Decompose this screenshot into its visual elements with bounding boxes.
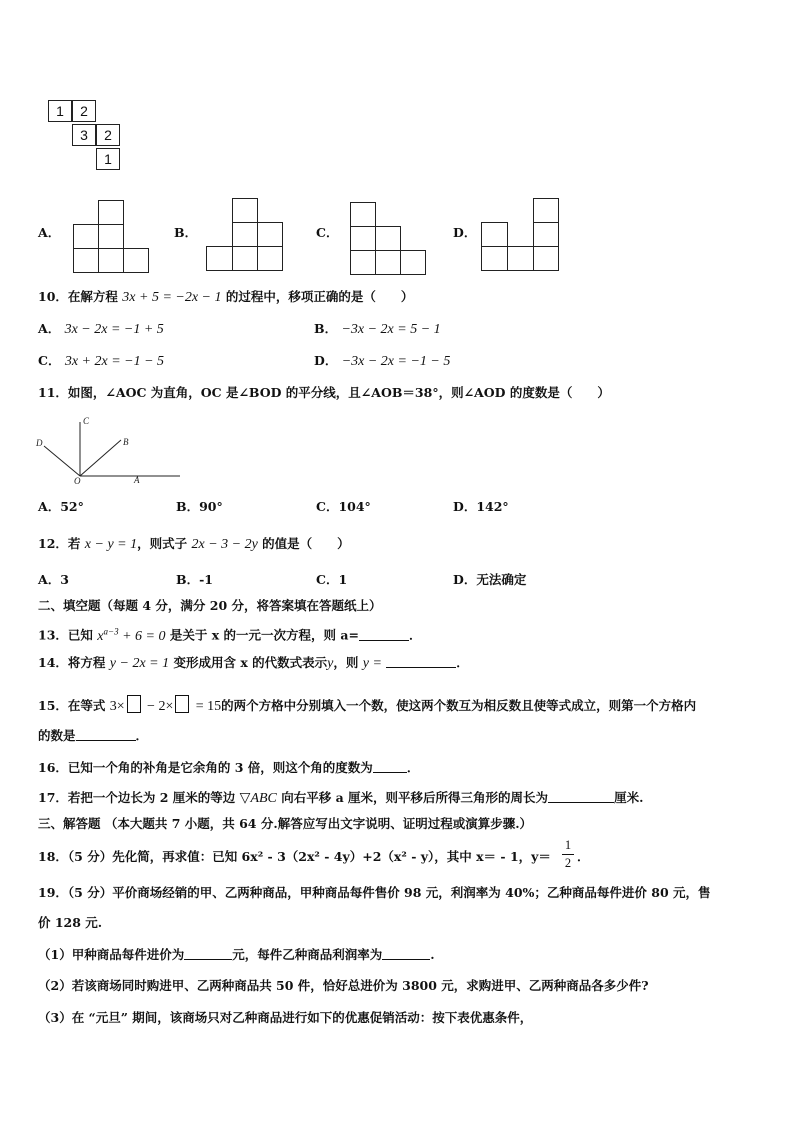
option-b-figure — [206, 198, 286, 274]
q10-option-b: B． −3x − 2x = 5 − 1 — [314, 321, 441, 337]
answer-blank[interactable] — [359, 630, 409, 641]
answer-blank[interactable] — [373, 762, 407, 773]
option-label: B． — [174, 225, 198, 240]
q19-part-1: （1）甲种商品每件进价为 元，每件乙种商品利润率为 . — [38, 947, 435, 962]
answer-blank[interactable] — [184, 949, 232, 960]
q12-option-b: B．-1 — [176, 572, 213, 587]
angle-figure — [36, 416, 156, 486]
q12-option-d: D．无法确定 — [453, 572, 527, 587]
question-14: 14．将方程 y − 2x = 1 变形成用含 x 的代数式表示y，则 y = ． — [38, 655, 469, 671]
option-d-figure — [481, 198, 561, 274]
q11-option-a: A．52° — [38, 499, 84, 514]
q19-part-2: （2）若该商场同时购进甲、乙两种商品共 50 件，恰好总进价为 3800 元，求购进甲、乙两种商品各多少件? — [38, 978, 649, 993]
option-label: A． — [38, 225, 61, 240]
label-b: B — [123, 437, 129, 447]
net-cell: 2 — [72, 100, 96, 122]
option-label: D． — [453, 225, 477, 240]
answer-blank[interactable] — [382, 949, 430, 960]
net-cell: 1 — [48, 100, 72, 122]
label-o: O — [74, 476, 81, 486]
question-10: 10．在解方程 3x + 5 = −2x − 1 的过程中，移项正确的是（ ） — [38, 289, 414, 305]
net-cell: 1 — [96, 148, 120, 170]
q18-end: ． — [577, 849, 590, 864]
question-13: 13．已知 $x^{a-3} + 6 = 0$ 是关于 x 的一元一次方程，则 a= ． — [38, 626, 422, 644]
option-c-figure — [350, 202, 430, 278]
question-11: 11．如图，∠AOC 为直角，OC 是∠BOD 的平分线，且∠AOB＝38°，则∠AOD 的度数是（ ） — [38, 385, 610, 400]
q10-option-d: D． −3x − 2x = −1 − 5 — [314, 353, 451, 369]
section-2-title: 二、填空题（每题 4 分，满分 20 分，将答案填在答题纸上） — [38, 598, 382, 613]
q10-option-c: C． 3x + 2x = −1 − 5 — [38, 353, 165, 369]
q11-option-b: B．90° — [176, 499, 223, 514]
option-label: C． — [316, 225, 339, 240]
q12-option-c: C．1 — [316, 572, 348, 587]
question-18: 18．（5 分）先化简，再求值：已知 6x² - 3（2x² - 4y）+2（x² - y），其中 x＝ - 1，y＝ — [38, 849, 551, 864]
answer-blank[interactable] — [386, 657, 456, 668]
section-3-title: 三、解答题 （本大题共 7 小题，共 64 分.解答应写出文字说明、证明过程或演算步骤.） — [38, 816, 533, 831]
label-d: D — [36, 438, 43, 448]
square-box — [175, 695, 189, 713]
option-a-figure — [73, 200, 153, 274]
fraction-one-half: 1 2 — [562, 839, 574, 869]
question-19: 19．（5 分）平价商场经销的甲、乙两种商品，甲种商品每件售价 98 元，利润率为 40%；乙种商品每件进价 80 元，售 — [38, 885, 711, 900]
question-15: 15．在等式 3× − 2× = 15的两个方格中分别填入一个数，使这两个数互为相反数且使等式成立，则第一个方格内 — [38, 695, 696, 714]
q11-option-d: D．142° — [453, 499, 509, 514]
net-cell: 3 — [72, 124, 96, 146]
answer-blank[interactable] — [76, 730, 136, 741]
label-a: A — [134, 475, 140, 485]
q10-option-a: A． 3x − 2x = −1 + 5 — [38, 321, 164, 337]
question-16: 16．已知一个角的补角是它余角的 3 倍，则这个角的度数为 ． — [38, 760, 420, 775]
square-box — [127, 695, 141, 713]
answer-blank[interactable] — [548, 792, 614, 803]
label-c: C — [83, 416, 90, 426]
q19-part-3: （3）在 “元旦” 期间，该商场只对乙种商品进行如下的优惠促销活动：按下表优惠条件， — [38, 1010, 533, 1025]
question-15-line-2: 的数是 ． — [38, 728, 149, 743]
question-17: 17．若把一个边长为 2 厘米的等边 ▽ABC 向右平移 a 厘米，则平移后所得三角形的周长为 厘米. — [38, 790, 644, 806]
question-19-line-2: 价 128 元. — [38, 915, 103, 930]
net-cell: 2 — [96, 124, 120, 146]
question-12: 12．若 x − y = 1，则式子 2x − 3 − 2y 的值是（ ） — [38, 536, 350, 552]
q12-option-a: A．3 — [38, 572, 69, 587]
q11-option-c: C．104° — [316, 499, 371, 514]
